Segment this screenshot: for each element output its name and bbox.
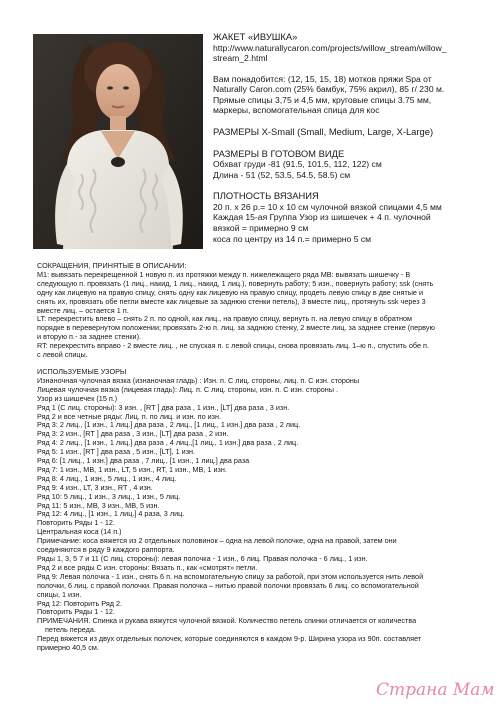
abbr-line: RT: перекрестить вправо - 2 вместе лиц. , не спуская п. с левой спицы, снова провязать лиц. 1–ю п., спустить обе п. (37, 341, 429, 351)
instructions-body (37, 262, 487, 653)
patterns-title: ИСПОЛЬЗУЕМЫЕ УЗОРЫ (37, 366, 127, 376)
materials-line: Вам понадобится: (12, 15, 15, 18) мотков пряжи Spa от (213, 73, 432, 84)
central-line: Ряды 1, 3, 5 7 и 11 (С лиц. стороны): левая полочка - 1 изн., 6 лиц. Правая полочка - 6 лиц., 1 изн. (37, 554, 368, 563)
source-url-line1: http://www.naturallycaron.com/projects/willow_stream/willow_ (213, 42, 447, 53)
central-line: полочки, 6 лиц. с правой полочки. Правая полочка – нитью правой полочки провязать 6 лиц. со вспомогательной (37, 580, 419, 590)
length-size: Длина - 51 (52, 53.5, 54.5, 58.5) см (213, 169, 351, 180)
pattern-line: Изнаночная чулочная вязка (изнаночная гладь) : Изн. п. С лиц. стороны, лиц. п. С изн. стороны (37, 375, 360, 385)
pattern-line: Ряд 4: 2 лиц., [1 изн., 1 лиц.] два раза , 4 лиц.,[1 лиц., 1 изн.] два раза , 2 лиц. (37, 438, 299, 448)
pattern-line: Ряд 8: 4 лиц., 1 изн., 5 лиц., 1 изн., 4 лиц. (37, 473, 177, 483)
pattern-line: Ряд 3: 2 изн., [RT ] два раза , 3 изн., [LT] два раза , 2 изн. (37, 429, 229, 439)
gauge-title: ПЛОТНОСТЬ ВЯЗАНИЯ (213, 190, 319, 202)
central-line: Повторить Ряды 1 - 12. (37, 607, 115, 617)
gauge-line: Каждая 15-ая Группа Узор из шишечек + 4 п. чулочной (213, 212, 431, 223)
pattern-line: Ряд 2 и все четные ряды: Лиц. п. по лиц. и изн. по изн. (37, 411, 222, 421)
pattern-line: Повторить Ряды 1 - 12. (37, 518, 115, 528)
header-info (213, 31, 493, 244)
abbr-line: порядке в перевернутом положении; провязать 2-ю п. лиц. за заднюю стенку, 2 вместе лиц. за заднее стенке (первую (37, 323, 435, 333)
materials-line: маркеры, вспомогательная спица для кос (213, 105, 380, 116)
pattern-line: Ряд 6: [1 лиц., 1 изн.] два раза , 7 лиц., [1 изн., 1 лиц.] два раза (37, 456, 250, 466)
pattern-line: Ряд 10: 5 лиц., 1 изн., 3 лиц., 1 изн., 5 лиц. (37, 491, 181, 501)
garment-title: ЖАКЕТ «ИВУШКА» (213, 31, 298, 42)
abbr-line: вместе лиц. – остается 1 п. (37, 305, 129, 315)
abbr-line: LT: перекрестить влево – снять 2 п. по одной, как лиц., на правую спицу, вернуть п. на левую спицу в обратном (37, 314, 412, 324)
source-url-line2: stream_2.html (213, 53, 268, 64)
pattern-line: Лицевая чулочная вязка (лицевая гладь): Лиц. п. С лиц. стороны, изн. п. С изн. стороны . (37, 384, 339, 394)
site-watermark (356, 680, 496, 702)
abbreviations-title: СОКРАЩЕНИЯ, ПРИНЯТЫЕ В ОПИСАНИИ: (37, 261, 187, 270)
pattern-line: Узор из шишечек (15 п.) (37, 393, 118, 403)
pattern-line: Ряд 12: 4 лиц., [1 изн., 1 лиц.] 4 раза, 3 лиц. (37, 509, 185, 519)
pattern-line: Ряд 5: 1 изн., [RT ] два раза , 5 изн., [LT], 1 изн. (37, 447, 196, 457)
abbr-line: одну как лицевую на правую спицу, снять одну как лицевую на правую спицу, продеть левую спицу в две снятые и (37, 287, 424, 297)
pattern-line: Ряд 11: 5 изн., MB, 3 изн., MB, 5 изн. (37, 500, 160, 510)
pattern-line: Ряд 7: 1 изн., MB, 1 изн., LT, 5 изн., RT, 1 изн., MB, 1 изн. (37, 464, 227, 474)
abbr-line: снять их, провязать обе петли вместе как лицевые за заднюю стенки петель), 3 вместе лиц., протянуть ssk через 3 (37, 296, 426, 306)
pattern-line: Ряд 3: 2 лиц., [1 изн., 1 лиц.] два раза , 2 лиц., [1 лиц., 1 изн.] два раза , 2 лиц. (37, 420, 301, 430)
model-photo (33, 34, 203, 249)
watermark-text: Страна Мам (376, 680, 495, 700)
chest-size: Обхват груди -81 (91.5, 101.5, 112, 122) см (213, 159, 382, 170)
central-cable-title: Центральная коса (14 п.) (37, 527, 122, 537)
central-line: Примечание: коса вяжется из 2 отдельных половинок – одна на левой полочке, одна на правой, затем они (37, 536, 397, 546)
gauge-line: 20 п. х 26 р.= 10 х 10 см чулочной вязкой спицами 4,5 мм (213, 201, 442, 212)
gauge-line: вязкой = примерно 9 см (213, 222, 309, 233)
abbr-line: следующую п. провязать (1 лиц., накид, 1 лиц., накид, 1 лиц.), повернуть работу; 5 изн., повернуть работу; ssk (снять (37, 278, 434, 288)
materials-line: Naturally Caron.com (25% бамбук, 75% акрил), 85 г/ 230 м. (213, 84, 445, 95)
pattern-line: Ряд 9: 4 изн., LT, 3 изн., RT , 4 изн. (37, 482, 153, 492)
abbr-line: с левой спицы. (37, 350, 88, 360)
central-line: соединяются в ряду 9 каждого раппорта. (37, 545, 175, 555)
materials-line: Прямые спицы 3,75 и 4,5 мм, круговые спицы 3.75 мм, (213, 94, 432, 105)
central-line: Ряд 12: Повторить Ряд 2. (37, 598, 123, 608)
sizes-line: РАЗМЕРЫ X-Small (Small, Medium, Large, X-Large) (213, 126, 434, 138)
abbr-line: и вторую п.- за заднее стенки). (37, 332, 142, 342)
central-line: Ряд 2 и все ряды С изн. стороны: Вязать п., как «смотрят» петли. (37, 562, 258, 572)
finished-sizes-title: РАЗМЕРЫ В ГОТОВОМ ВИДЕ (213, 147, 345, 159)
abbr-line: M1: вывязать перекрещенной 1 новую п. из протяжки между п. нижележащего ряда MB: вывязать шишечку - В (37, 269, 411, 279)
gauge-line: коса по центру из 14 п.= примерно 5 см (213, 233, 372, 244)
notes-line: примерно 40,5 см. (37, 643, 99, 653)
notes-line: Перед вяжется из двух отдельных полочек, которые соединяются в каждом 9-р. Ширина узора из 90п. составляет (37, 634, 422, 644)
model-photo-drawing (33, 34, 203, 249)
notes-line: петель переда. (45, 625, 96, 635)
central-line: спицы, 1 изн. (37, 589, 82, 599)
central-line: Ряд 9: Левая полочка - 1 изн., снять 6 п. на вспомогательную спицу за работой, при этом используется нить левой (37, 571, 424, 581)
pattern-line: Ряд 1 (С лиц. стороны): 3 изн. , [RT ] два раза , 1 изн., [LT] два раза , 3 изн. (37, 402, 290, 412)
notes-line: ПРИМЕЧАНИЯ. Спинка и рукава вяжутся чулочной вязкой. Количество петель спинки отличается от количества (37, 616, 417, 626)
